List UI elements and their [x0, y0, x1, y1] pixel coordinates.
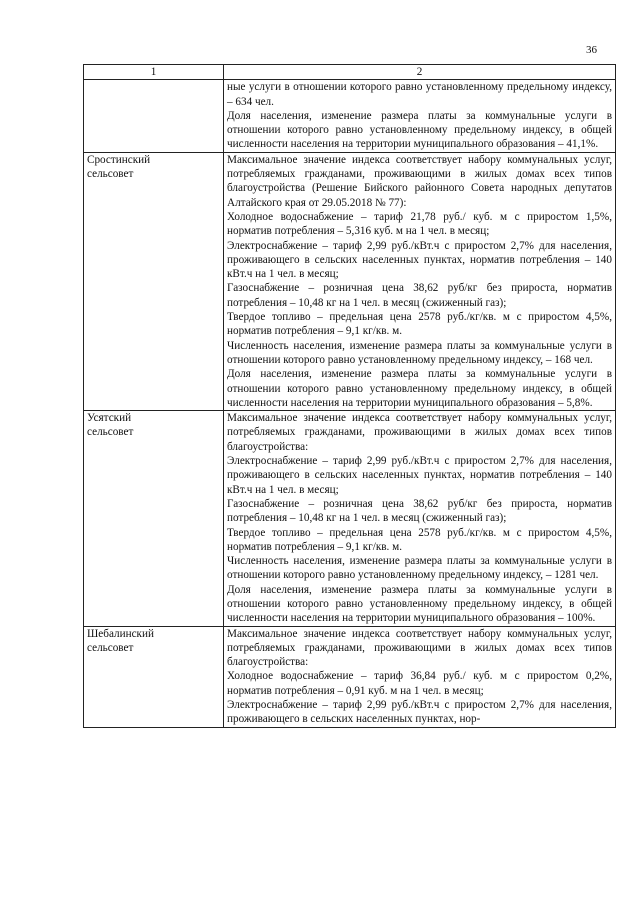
region-name: Шебалинский	[87, 627, 154, 640]
paragraph: Электроснабжение – тариф 2,99 руб./кВт.ч с приростом 2,7% для населения, проживающего в сельских населенных пунктах, норматив потребления – 140 кВт.ч на 1 чел. в месяц;	[227, 239, 612, 281]
region-name: Усятский	[87, 412, 132, 425]
paragraph: Газоснабжение – розничная цена 38,62 руб/кг без прироста, норматив потребления – 10,48 кг на 1 чел. в месяц (сжиженный газ);	[227, 497, 612, 525]
region-cell	[84, 411, 224, 626]
description-cell	[224, 152, 616, 410]
region-cell	[84, 152, 224, 410]
paragraph: Максимальное значение индекса соответствует набору коммунальных услуг, потребляемых гражданами, проживающими в жилых домах всех типов благоустройства (Решение Бийского районного Совета народных депутатов Алтайского края от 29.05.2018 № 77):	[227, 153, 612, 209]
table-row	[84, 80, 616, 152]
paragraph: Электроснабжение – тариф 2,99 руб./кВт.ч с приростом 2,7% для населения, проживающего в сельских населенных пунктах, нор-	[227, 699, 612, 726]
region-name: Сростинский	[87, 153, 151, 166]
paragraph: Доля населения, изменение размера платы за коммунальные услуги в отношении которого равно установленному предельному индексу, в общей численности населения на территории муниципального образования – 41,1%.	[227, 109, 612, 151]
region-cell	[84, 626, 224, 727]
paragraph: ные услуги в отношении которого равно установленному предельному индексу, – 634 чел.	[227, 81, 612, 108]
paragraph: Твердое топливо – предельная цена 2578 руб./кг/кв. м с приростом 4,5%, норматив потребления – 9,1 кг/кв. м.	[227, 526, 612, 553]
paragraph: Численность населения, изменение размера платы за коммунальные услуги в отношении которого равно установленному предельному индексу, – 168 чел.	[227, 339, 612, 366]
paragraph: Максимальное значение индекса соответствует набору коммунальных услуг, потребляемых гражданами, проживающими в жилых домах всех типов благоустройства:	[227, 412, 612, 453]
region-type: сельсовет	[87, 168, 134, 181]
paragraph: Доля населения, изменение размера платы за коммунальные услуги в отношении которого равно установленному предельному индексу, в общей численности населения на территории муниципального образования – 100%.	[227, 583, 612, 625]
region-type: сельсовет	[87, 641, 134, 654]
description-cell	[224, 411, 616, 626]
description-cell	[224, 80, 616, 152]
paragraph: Твердое топливо – предельная цена 2578 руб./кг/кв. м с приростом 4,5%, норматив потребления – 9,1 кг/кв. м.	[227, 311, 612, 338]
page-number: 36	[586, 44, 597, 56]
paragraph: Доля населения, изменение размера платы за коммунальные услуги в отношении которого равно установленному предельному индексу, в общей численности населения на территории муниципального образования – 5,8%.	[227, 368, 612, 409]
table-row	[84, 411, 616, 626]
column-header-2: 2	[224, 65, 616, 80]
table-header-row	[84, 65, 616, 80]
data-table	[83, 64, 616, 728]
table-row	[84, 152, 616, 410]
description-cell	[224, 626, 616, 727]
region-cell	[84, 80, 224, 152]
paragraph: Газоснабжение – розничная цена 38,62 руб/кг без прироста, норматив потребления – 10,48 кг на 1 чел. в месяц (сжиженный газ);	[227, 282, 612, 309]
paragraph: Электроснабжение – тариф 2,99 руб./кВт.ч с приростом 2,7% для населения, проживающего в сельских населенных пунктах, норматив потребления – 140 кВт.ч на 1 чел. в месяц;	[227, 455, 612, 496]
region-type: сельсовет	[87, 426, 134, 439]
paragraph: Холодное водоснабжение – тариф 21,78 руб./ куб. м с приростом 1,5%, норматив потребления – 5,316 куб. м на 1 чел. в месяц;	[227, 210, 612, 238]
paragraph: Холодное водоснабжение – тариф 36,84 руб./ куб. м с приростом 0,2%, норматив потребления – 0,91 куб. м на 1 чел. в месяц;	[227, 670, 612, 697]
paragraph: Максимальное значение индекса соответствует набору коммунальных услуг, потребляемых гражданами, проживающими в жилых домах всех типов благоустройства:	[227, 627, 612, 669]
column-header-1: 1	[84, 65, 224, 80]
table-row	[84, 626, 616, 727]
paragraph: Численность населения, изменение размера платы за коммунальные услуги в отношении которого равно установленному предельному индексу, – 1281 чел.	[227, 555, 612, 582]
